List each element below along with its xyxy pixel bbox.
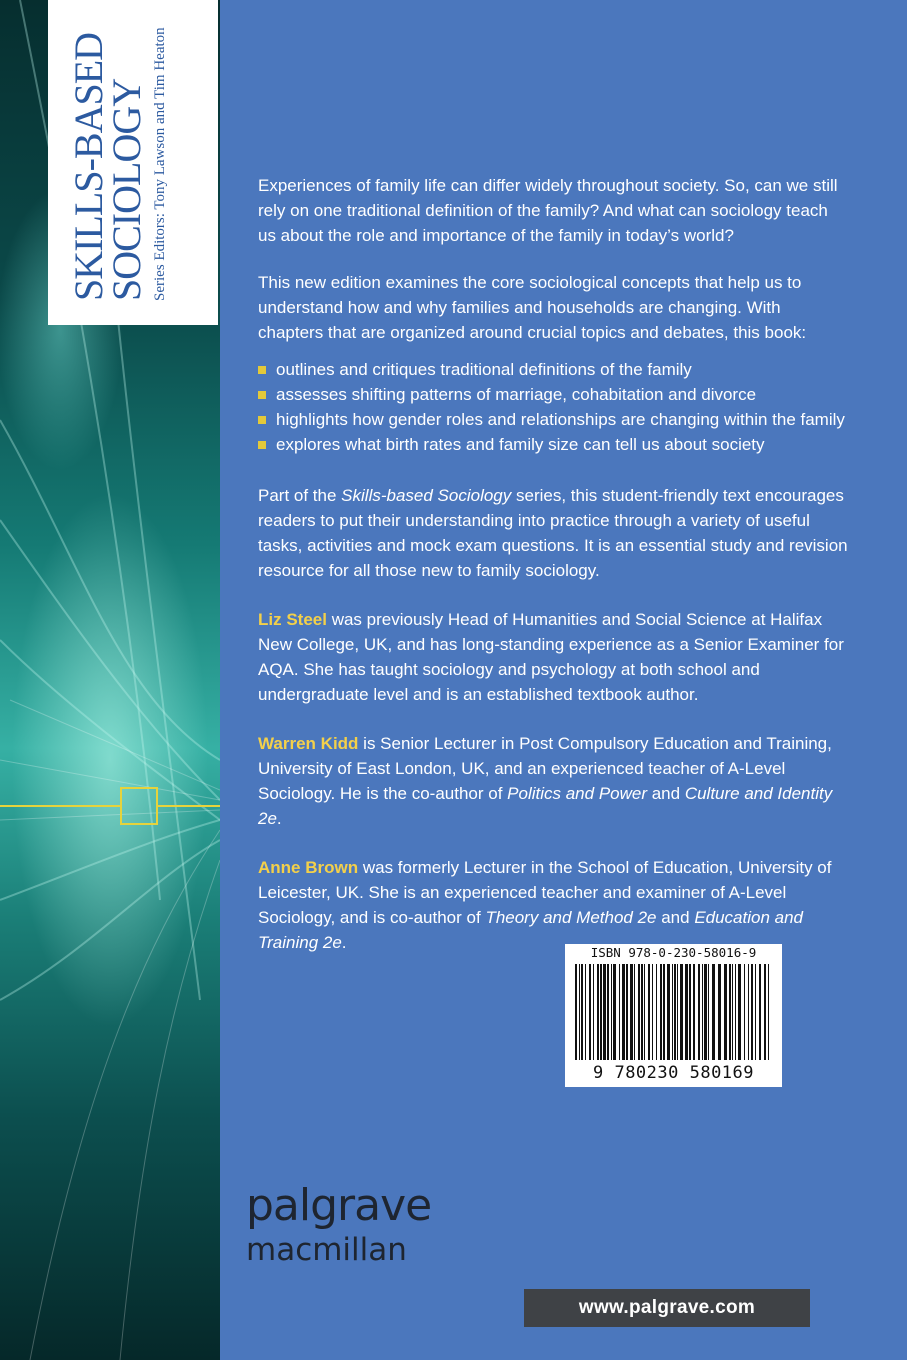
- bullet-item: assesses shifting patterns of marriage, cohabitation and divorce: [258, 382, 848, 407]
- publisher-logo-line1: palgrave: [246, 1180, 432, 1231]
- author-name-brown: Anne Brown: [258, 858, 359, 877]
- isbn-text: ISBN 978-0-230-58016-9: [590, 945, 757, 960]
- isbn-barcode: [565, 944, 782, 1087]
- series-title-box: [48, 0, 218, 325]
- series-paragraph: Part of the Skills-based Sociology series, this student-friendly text encourages readers to put their understanding into practice through a variety of useful tasks, activities and mock exam questions. It is an essential study and revision resource for all those new to family sociology.: [258, 486, 848, 580]
- publisher-logo-line2: macmillan: [246, 1232, 407, 1268]
- yellow-line-left: [0, 805, 120, 807]
- edition-paragraph: This new edition examines the core sociological concepts that help us to understand how and why families and households are changing. With chapters that are organized around crucial topics and debates, this book:: [258, 273, 807, 342]
- barcode-bars: [573, 964, 774, 1062]
- bullet-square-icon: [258, 441, 266, 449]
- bullet-square-icon: [258, 391, 266, 399]
- barcode-digits: 9 780230 580169: [592, 1063, 755, 1083]
- author-bio-brown: Anne Brown was formerly Lecturer in the School of Education, University of Leicester, UK. She is an experienced teacher and examiner of A-Level Sociology, and is co-author of Theory and Method 2e and Education and Training 2e.: [258, 858, 832, 952]
- bullet-item: outlines and critiques traditional definitions of the family: [258, 357, 848, 382]
- series-editors: Series Editors: Tony Lawson and Tim Heaton: [152, 27, 168, 301]
- blurb-text: [258, 173, 848, 979]
- author-bio-steel: Liz Steel was previously Head of Humanities and Social Science at Halifax New College, UK, and has long-standing experience as a Senior Examiner for AQA. She has taught sociology and psychology at both school and undergraduate level and is an established textbook author.: [258, 610, 844, 704]
- author-name-kidd: Warren Kidd: [258, 734, 359, 753]
- author-name-steel: Liz Steel: [258, 610, 327, 629]
- series-title-line2: SOCIOLOGY: [104, 78, 149, 301]
- decorative-light-strip: [0, 0, 220, 1360]
- yellow-square-graphic: [120, 787, 158, 825]
- bullet-item: explores what birth rates and family size can tell us about society: [258, 432, 848, 457]
- bullet-square-icon: [258, 366, 266, 374]
- website-url[interactable]: www.palgrave.com: [524, 1289, 810, 1327]
- series-title-line1: SKILLS-BASED: [66, 32, 111, 301]
- bullet-item: highlights how gender roles and relationships are changing within the family: [258, 407, 848, 432]
- author-bio-kidd: Warren Kidd is Senior Lecturer in Post Compulsory Education and Training, University of East London, UK, and an experienced teacher of A-Level Sociology. He is the co-author of Politics and Power and Culture and Identity 2e.: [258, 734, 833, 828]
- topic-bullets: [258, 357, 848, 457]
- intro-paragraph: Experiences of family life can differ widely throughout society. So, can we still rely on one traditional definition of the family? And what can sociology teach us about the role and importance of the family in today’s world?: [258, 176, 838, 245]
- bullet-square-icon: [258, 416, 266, 424]
- yellow-line-right: [158, 805, 220, 807]
- series-name: Skills-based Sociology: [341, 486, 512, 505]
